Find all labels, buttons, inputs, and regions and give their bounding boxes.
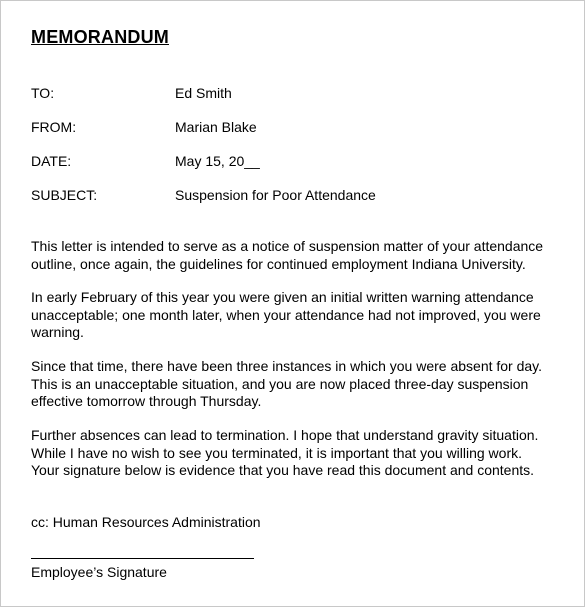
paragraph-line: Your signature below is evidence that you have read this document and contents.: [31, 462, 535, 478]
signature-label: Employee’s Signature: [31, 564, 167, 580]
from-value: Marian Blake: [175, 119, 257, 135]
paragraph-termination: [31, 427, 561, 480]
paragraph-line: effective tomorrow through Thursday.: [31, 393, 262, 409]
paragraph-line: This is an unacceptable situation, and you are now placed three-day suspension: [31, 375, 529, 392]
paragraph-line: In early February of this year you were given an initial written warning attendance: [31, 289, 534, 305]
paragraph-line: outline, once again, the guidelines for continued employment Indiana University.: [31, 255, 526, 272]
paragraph-line: Since that time, there have been three instances in which you were absent for day.: [31, 358, 543, 374]
subject-value: Suspension for Poor Attendance: [175, 187, 376, 203]
paragraph-line: unacceptable; one month later, when your attendance had not improved, you were: [31, 306, 541, 323]
paragraph-notice: [31, 238, 561, 273]
subject-label: SUBJECT:: [31, 187, 98, 203]
to-label: TO:: [31, 85, 55, 101]
memo-title: MEMORANDUM: [31, 27, 169, 47]
paragraph-line: warning.: [31, 324, 84, 340]
from-label: FROM:: [31, 119, 77, 135]
paragraph-line: While I have no wish to see you terminated, it is important that you willing work.: [31, 444, 522, 461]
paragraph-line: Further absences can lead to termination. I hope that understand gravity situation.: [31, 427, 539, 443]
paragraph-warning: [31, 289, 561, 342]
date-label: DATE:: [31, 153, 72, 169]
paragraph-suspension: [31, 358, 561, 411]
date-value: May 15, 20__: [175, 153, 260, 169]
paragraph-line: This letter is intended to serve as a notice of suspension matter of your attendance: [31, 238, 544, 254]
to-value: Ed Smith: [175, 85, 232, 101]
cc-line: cc: Human Resources Administration: [31, 514, 261, 530]
signature-line[interactable]: [31, 558, 254, 559]
